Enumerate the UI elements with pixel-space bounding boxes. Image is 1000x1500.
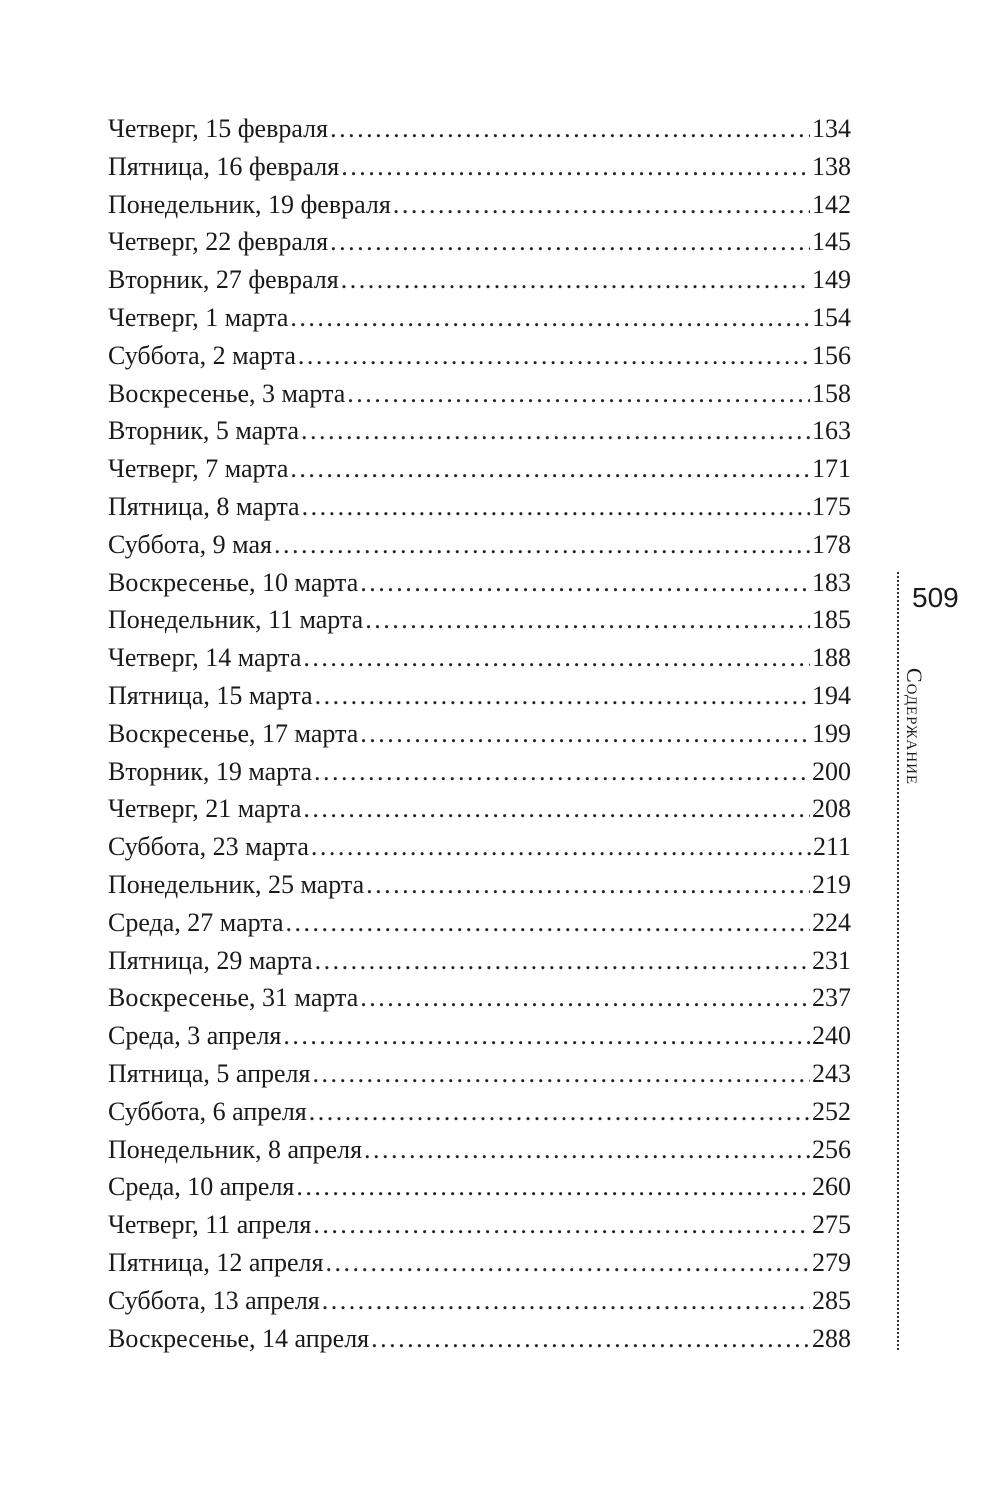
toc-entry — [108, 828, 851, 866]
toc-entry-page: 183 — [812, 567, 851, 597]
toc-entry — [108, 1055, 851, 1093]
dot-leader — [283, 1017, 810, 1055]
toc-entry-page: 145 — [812, 227, 851, 257]
toc-entry-page: 243 — [812, 1058, 851, 1088]
toc-entry-title: Пятница, 16 февраля — [108, 151, 340, 181]
toc-entry-page: 285 — [812, 1285, 851, 1315]
toc-entry-page: 163 — [812, 416, 851, 446]
toc-entry-page: 188 — [812, 643, 851, 673]
toc-entry — [108, 1320, 851, 1358]
toc-entry — [108, 110, 851, 148]
toc-entry — [108, 904, 851, 942]
toc-entry — [108, 564, 851, 602]
dot-leader — [309, 1093, 810, 1131]
toc-entry-page: 279 — [812, 1247, 851, 1277]
running-head: Содержание — [902, 668, 927, 786]
toc-entry-title: Воскресенье, 14 апреля — [108, 1323, 370, 1353]
toc-entry — [108, 148, 851, 186]
toc-entry-title: Воскресенье, 17 марта — [108, 718, 359, 748]
dot-leader — [296, 1168, 810, 1206]
dot-leader — [315, 942, 810, 980]
toc-entry — [108, 488, 851, 526]
toc-entry-title: Воскресенье, 10 марта — [108, 567, 359, 597]
toc-entry — [108, 715, 851, 753]
dot-leader — [322, 1282, 810, 1320]
toc-entry-page: 158 — [812, 378, 851, 408]
toc-entry — [108, 1282, 851, 1320]
toc-entry-title: Суббота, 9 мая — [108, 529, 272, 559]
toc-entry-title: Четверг, 21 марта — [108, 794, 302, 824]
toc-entry-page: 256 — [812, 1134, 851, 1164]
dot-leader — [290, 299, 810, 337]
toc-entry-page: 260 — [812, 1172, 851, 1202]
dot-leader — [290, 450, 810, 488]
toc-entry-page: 224 — [812, 907, 851, 937]
toc-entry-page: 237 — [812, 983, 851, 1013]
toc-entry-title: Понедельник, 8 апреля — [108, 1134, 363, 1164]
dotted-side-rule — [897, 572, 899, 1350]
dot-leader — [341, 148, 810, 186]
table-of-contents — [108, 110, 851, 1357]
dot-leader — [286, 904, 811, 942]
dot-leader — [330, 223, 810, 261]
toc-entry-title: Среда, 10 апреля — [108, 1172, 295, 1202]
toc-entry — [108, 979, 851, 1017]
dot-leader — [341, 261, 810, 299]
dot-leader — [325, 1244, 810, 1282]
dot-leader — [274, 526, 810, 564]
dot-leader — [360, 564, 810, 602]
dot-leader — [314, 753, 810, 791]
toc-entry — [108, 223, 851, 261]
toc-entry-title: Среда, 27 марта — [108, 907, 284, 937]
toc-entry-title: Пятница, 12 апреля — [108, 1247, 324, 1277]
toc-entry-page: 175 — [812, 491, 851, 521]
toc-entry-title: Понедельник, 19 февраля — [108, 189, 391, 219]
toc-entry — [108, 1168, 851, 1206]
toc-entry-title: Вторник, 19 марта — [108, 756, 313, 786]
toc-entry-page: 231 — [812, 945, 851, 975]
toc-entry — [108, 186, 851, 224]
toc-entry-page: 208 — [812, 794, 851, 824]
toc-entry-title: Пятница, 15 марта — [108, 680, 313, 710]
toc-entry — [108, 1206, 851, 1244]
toc-entry-title: Четверг, 7 марта — [108, 454, 289, 484]
toc-entry-page: 142 — [812, 189, 851, 219]
toc-entry-page: 219 — [812, 869, 851, 899]
toc-entry-page: 200 — [812, 756, 851, 786]
toc-entry-page: 149 — [812, 265, 851, 295]
dot-leader — [311, 828, 811, 866]
toc-entry-page: 252 — [812, 1096, 851, 1126]
dot-leader — [347, 375, 810, 413]
toc-entry — [108, 337, 851, 375]
toc-entry-page: 288 — [812, 1323, 851, 1353]
toc-entry-page: 199 — [812, 718, 851, 748]
dot-leader — [393, 186, 810, 224]
toc-entry — [108, 375, 851, 413]
toc-entry-title: Воскресенье, 31 марта — [108, 983, 359, 1013]
dot-leader — [364, 1131, 810, 1169]
toc-entry-page: 211 — [812, 832, 851, 862]
toc-entry-page: 156 — [812, 340, 851, 370]
dot-leader — [313, 1206, 810, 1244]
toc-entry-title: Воскресенье, 3 марта — [108, 378, 346, 408]
toc-entry-title: Суббота, 6 апреля — [108, 1096, 307, 1126]
toc-entry-title: Четверг, 11 апреля — [108, 1210, 312, 1240]
toc-entry-title: Суббота, 2 марта — [108, 340, 296, 370]
toc-entry-title: Понедельник, 25 марта — [108, 869, 365, 899]
toc-entry — [108, 677, 851, 715]
toc-entry-title: Суббота, 23 марта — [108, 832, 309, 862]
toc-entry-title: Понедельник, 11 марта — [108, 605, 364, 635]
toc-entry — [108, 639, 851, 677]
dot-leader — [303, 790, 810, 828]
toc-entry — [108, 450, 851, 488]
toc-entry — [108, 1244, 851, 1282]
toc-entry — [108, 412, 851, 450]
dot-leader — [303, 639, 810, 677]
toc-entry — [108, 790, 851, 828]
toc-entry — [108, 1017, 851, 1055]
dot-leader — [371, 1320, 810, 1358]
toc-entry-title: Четверг, 15 февраля — [108, 114, 329, 143]
toc-entry-page: 154 — [812, 302, 851, 332]
dot-leader — [365, 601, 810, 639]
toc-entry-title: Четверг, 22 февраля — [108, 227, 329, 257]
toc-entry-title: Пятница, 29 марта — [108, 945, 313, 975]
toc-entry-title: Пятница, 8 марта — [108, 491, 300, 521]
toc-entry-title: Суббота, 13 апреля — [108, 1285, 320, 1315]
dot-leader — [360, 715, 810, 753]
toc-entry-page: 194 — [812, 680, 851, 710]
toc-entry — [108, 942, 851, 980]
toc-entry — [108, 261, 851, 299]
toc-entry-title: Вторник, 5 марта — [108, 416, 300, 446]
toc-entry-title: Четверг, 1 марта — [108, 302, 289, 332]
toc-entry-page: 171 — [812, 454, 851, 484]
dot-leader — [330, 110, 810, 148]
toc-entry-page: 138 — [812, 151, 851, 181]
dot-leader — [312, 1055, 810, 1093]
toc-entry-page: 185 — [812, 605, 851, 635]
toc-entry — [108, 299, 851, 337]
toc-entry-page: 178 — [812, 529, 851, 559]
toc-entry — [108, 753, 851, 791]
toc-entry-page: 134 — [812, 114, 851, 143]
toc-entry — [108, 1093, 851, 1131]
dot-leader — [360, 979, 810, 1017]
toc-entry-title: Среда, 3 апреля — [108, 1021, 282, 1051]
dot-leader — [302, 488, 810, 526]
toc-entry — [108, 866, 851, 904]
dot-leader — [298, 337, 810, 375]
toc-entry-page: 275 — [812, 1210, 851, 1240]
dot-leader — [301, 412, 810, 450]
toc-entry-title: Четверг, 14 марта — [108, 643, 302, 673]
page-number: 509 — [912, 582, 959, 613]
toc-entry-page: 240 — [812, 1021, 851, 1051]
dot-leader — [366, 866, 810, 904]
toc-entry-title: Пятница, 5 апреля — [108, 1058, 311, 1088]
toc-entry-title: Вторник, 27 февраля — [108, 265, 339, 295]
toc-entry — [108, 601, 851, 639]
dot-leader — [315, 677, 810, 715]
toc-entry — [108, 1131, 851, 1169]
toc-entry — [108, 526, 851, 564]
